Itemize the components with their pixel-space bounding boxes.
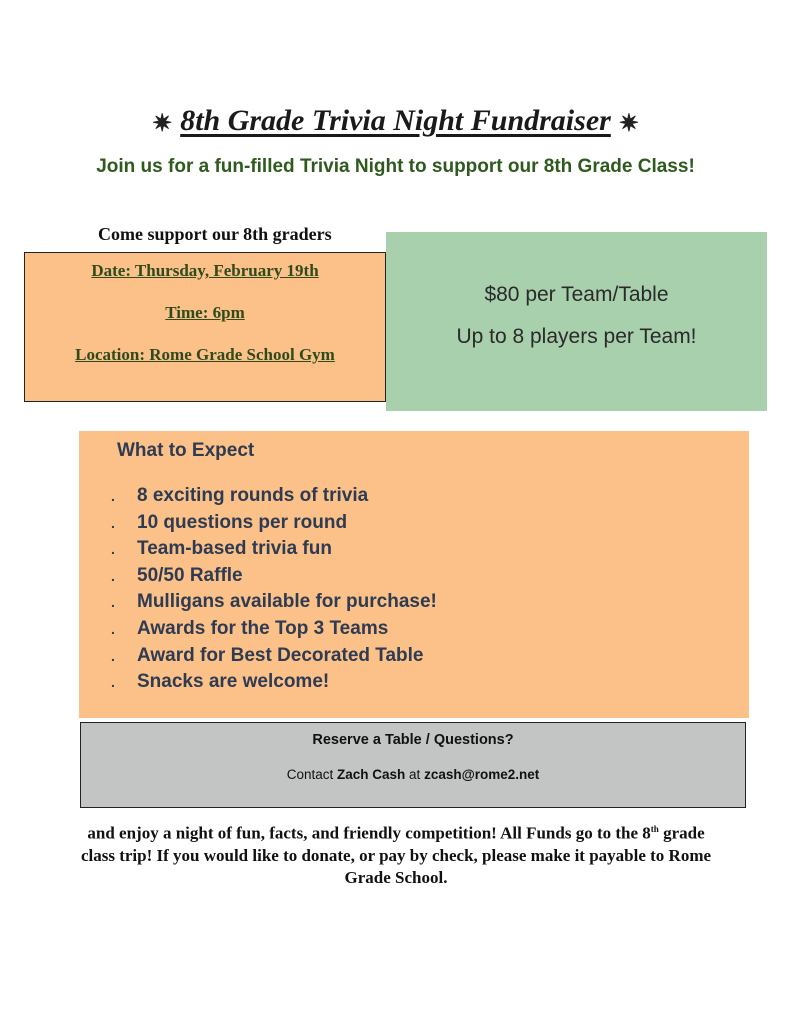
event-time: Time: 6pm	[165, 303, 245, 322]
title-text: 8th Grade Trivia Night Fundraiser	[180, 104, 611, 137]
event-date: Date: Thursday, February 19th	[91, 261, 319, 280]
list-item: . Snacks are welcome!	[111, 669, 437, 696]
players-text: Up to 8 players per Team!	[456, 325, 697, 348]
bullet: .	[111, 541, 115, 558]
bullet: .	[111, 674, 115, 691]
party-popper-icon: ✷	[618, 110, 639, 137]
list-item: . Awards for the Top 3 Teams	[111, 616, 437, 643]
expect-heading: What to Expect	[117, 440, 255, 461]
footer-text: and enjoy a night of fun, facts, and friendly competition! All Funds go to the 8th grade class trip! If you would like to donate, or pay by check, please make it payable to Rome Grade School.	[80, 823, 712, 887]
bullet: .	[111, 647, 115, 664]
page-title	[0, 104, 791, 138]
contact-line: Contact Zach Cash at zcash@rome2.net	[286, 767, 540, 782]
bullet: .	[111, 488, 115, 504]
bullet: .	[111, 620, 115, 637]
party-popper-icon: ✷	[152, 110, 173, 137]
pricing-box	[386, 232, 767, 411]
list-item: . 50/50 Raffle	[111, 563, 437, 590]
list-item: . 8 exciting rounds of trivia	[111, 483, 437, 510]
support-line: Come support our 8th graders	[98, 224, 332, 244]
what-to-expect-box	[79, 431, 749, 718]
list-item: . Mulligans available for purchase!	[111, 589, 437, 616]
bullet: .	[111, 594, 115, 611]
contact-box	[80, 722, 746, 808]
bullet: .	[111, 567, 115, 584]
event-location: Location: Rome Grade School Gym	[75, 345, 335, 364]
subtitle: Join us for a fun-filled Trivia Night to support our 8th Grade Class!	[96, 156, 695, 177]
price-text: $80 per Team/Table	[484, 283, 669, 306]
bullet: .	[111, 514, 115, 531]
list-item: . Team-based trivia fun	[111, 536, 437, 563]
expect-list	[111, 483, 437, 696]
list-item: . 10 questions per round	[111, 510, 437, 537]
list-item: . Award for Best Decorated Table	[111, 643, 437, 670]
event-details-box	[24, 252, 386, 402]
contact-name: Zach Cash	[337, 767, 406, 782]
contact-heading: Reserve a Table / Questions?	[312, 732, 514, 748]
contact-email-link[interactable]: zcash@rome2.net	[424, 767, 540, 782]
